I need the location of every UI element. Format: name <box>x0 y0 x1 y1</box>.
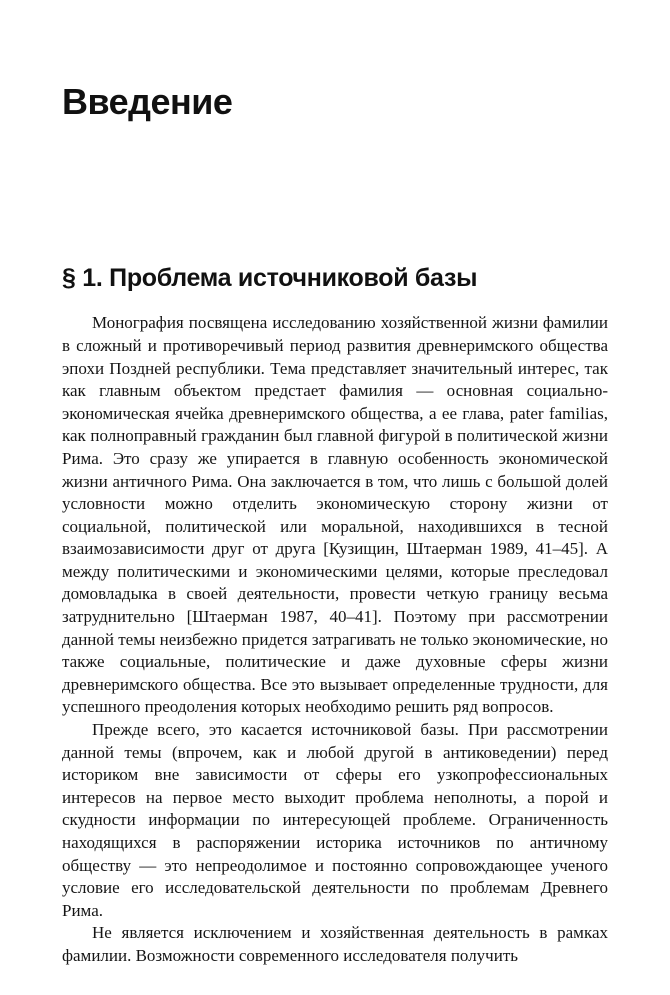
body-paragraph: Не является исключением и хозяйственная деятельность в рамках фамилии. Возможности современного исследователя получить <box>62 923 608 965</box>
body-paragraph: Прежде всего, это касается источниковой базы. При рассмотрении данной темы (впрочем, как и любой другой в антиковедении) перед историком вне зависимости от сферы его узкопрофессиональных интересов на первое место выходит проблема неполноты, а порой и скудности информации по интересующей проблеме. Ограниченность находящихся в распоряжении историка источников по античному обществу — это непреодолимое и постоянно сопровождающее ученого условие его исследовательской деятельности по проблемам Древнего Рима. <box>62 720 608 920</box>
body-paragraph: Монография посвящена исследованию хозяйственной жизни фамилии в сложный и противоречивый период развития древнеримского общества эпохи Поздней республики. Тема представляет значительный интерес, так как главным объектом предстает фамилия — основная социально-экономическая ячейка древнеримского общества, а ее глава, pater familias, как полноправный гражданин был главной фигурой в политической жизни Рима. Это сразу же упирается в главную особенность экономической жизни античного Рима. Она заключается в том, что лишь с большой долей условности можно отделить экономическую сторону жизни от социальной, политической или моральной, находившихся в тесной взаимозависимости друг от друга [Кузищин, Штаерман 1989, 41–45]. А между политическими и экономическими целями, которые преследовал домовладыка в своей деятельности, провести четкую границу весьма затруднительно [Штаерман 1987, 40–41]. Поэтому при рассмотрении данной темы неизбежно придется затрагивать не только экономические, но также социальные, политические и даже духовные сферы жизни древнеримского общества. Все это вызывает определенные трудности, для успешного преодоления которых необходимо решить ряд вопросов. <box>62 313 608 717</box>
body-text <box>62 312 608 967</box>
chapter-title: Введение <box>62 81 233 122</box>
section-heading: § 1. Проблема источниковой базы <box>62 263 478 292</box>
